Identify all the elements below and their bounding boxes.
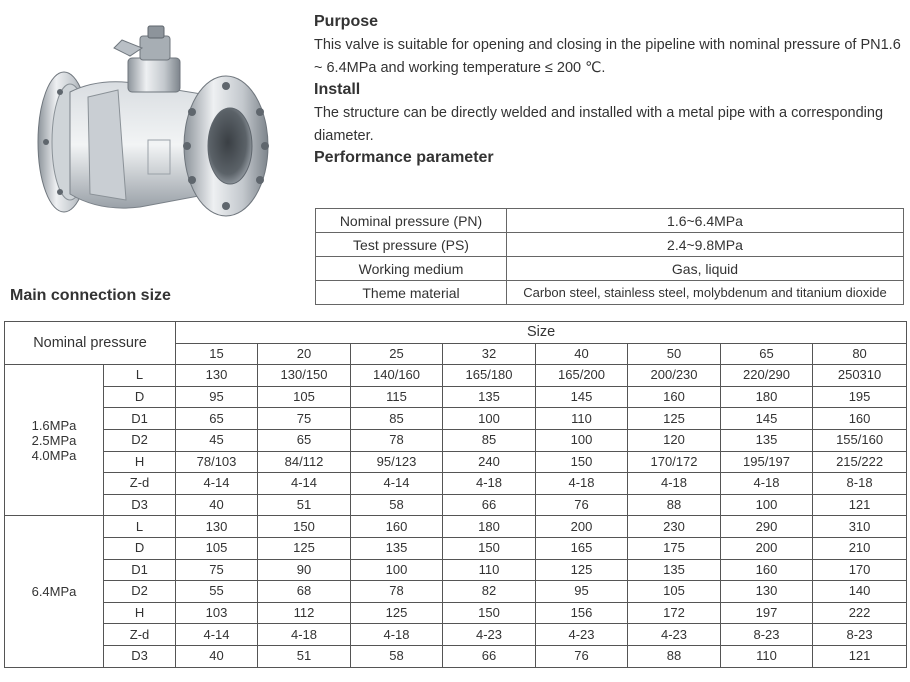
performance-title: Performance parameter — [314, 149, 494, 166]
value-cell: 4-14 — [176, 624, 258, 646]
value-cell: 145 — [721, 408, 813, 430]
value-cell: 140 — [813, 581, 907, 603]
connection-size-table — [4, 321, 907, 668]
value-cell: 135 — [351, 537, 443, 559]
table-row — [5, 365, 907, 387]
value-cell: 135 — [628, 559, 721, 581]
value-cell: 105 — [258, 386, 351, 408]
pressure-label: 6.4MPa — [31, 583, 77, 599]
value-cell: 120 — [628, 429, 721, 451]
value-cell: 4-23 — [443, 624, 536, 646]
value-cell: 55 — [176, 581, 258, 603]
param-cell: L — [104, 365, 176, 387]
value-cell: 4-18 — [351, 624, 443, 646]
table-row — [5, 645, 907, 667]
value-cell: 290 — [721, 516, 813, 538]
value-cell: 121 — [813, 645, 907, 667]
table-row — [5, 559, 907, 581]
value-cell: 75 — [258, 408, 351, 430]
performance-value: 2.4~9.8MPa — [507, 233, 904, 257]
size-column-header: 40 — [536, 343, 628, 365]
value-cell: 220/290 — [721, 365, 813, 387]
value-cell: 125 — [536, 559, 628, 581]
value-cell: 105 — [176, 537, 258, 559]
value-cell: 156 — [536, 602, 628, 624]
value-cell: 40 — [176, 494, 258, 516]
performance-value: Carbon steel, stainless steel, molybdenum and titanium dioxide — [507, 281, 904, 305]
value-cell: 180 — [443, 516, 536, 538]
value-cell: 65 — [258, 429, 351, 451]
value-cell: 160 — [628, 386, 721, 408]
value-cell: 130 — [721, 581, 813, 603]
param-cell: L — [104, 516, 176, 538]
value-cell: 310 — [813, 516, 907, 538]
value-cell: 95/123 — [351, 451, 443, 473]
value-cell: 78/103 — [176, 451, 258, 473]
param-cell: D — [104, 386, 176, 408]
value-cell: 8-23 — [813, 624, 907, 646]
install-title: Install — [314, 81, 361, 98]
value-cell: 145 — [536, 386, 628, 408]
value-cell: 165 — [536, 537, 628, 559]
value-cell: 51 — [258, 645, 351, 667]
value-cell: 68 — [258, 581, 351, 603]
install-text: The structure can be directly welded and installed with a metal pipe with a corresponding diameter. — [314, 105, 884, 144]
value-cell: 4-14 — [351, 473, 443, 495]
value-cell: 210 — [813, 537, 907, 559]
value-cell: 4-18 — [443, 473, 536, 495]
value-cell: 78 — [351, 429, 443, 451]
performance-row — [316, 233, 904, 257]
value-cell: 150 — [443, 602, 536, 624]
size-header: Size — [176, 322, 907, 344]
size-column-header: 65 — [721, 343, 813, 365]
performance-label: Test pressure (PS) — [316, 233, 507, 257]
value-cell: 155/160 — [813, 429, 907, 451]
table-row — [5, 624, 907, 646]
value-cell: 195 — [813, 386, 907, 408]
value-cell: 58 — [351, 645, 443, 667]
value-cell: 40 — [176, 645, 258, 667]
performance-value: 1.6~6.4MPa — [507, 209, 904, 233]
pressure-group-cell — [5, 365, 104, 516]
purpose-title: Purpose — [314, 13, 379, 30]
param-cell: H — [104, 602, 176, 624]
value-cell: 8-18 — [813, 473, 907, 495]
table-row — [5, 429, 907, 451]
param-cell: D2 — [104, 581, 176, 603]
value-cell: 165/180 — [443, 365, 536, 387]
performance-row — [316, 281, 904, 305]
value-cell: 78 — [351, 581, 443, 603]
value-cell: 100 — [351, 559, 443, 581]
param-cell: D1 — [104, 408, 176, 430]
value-cell: 105 — [628, 581, 721, 603]
value-cell: 125 — [258, 537, 351, 559]
value-cell: 150 — [536, 451, 628, 473]
size-column-header: 20 — [258, 343, 351, 365]
performance-row — [316, 209, 904, 233]
performance-label: Nominal pressure (PN) — [316, 209, 507, 233]
value-cell: 4-18 — [258, 624, 351, 646]
value-cell: 150 — [258, 516, 351, 538]
info-panel — [314, 12, 904, 168]
value-cell: 4-18 — [628, 473, 721, 495]
value-cell: 175 — [628, 537, 721, 559]
value-cell: 200/230 — [628, 365, 721, 387]
value-cell: 4-23 — [628, 624, 721, 646]
performance-label: Theme material — [316, 281, 507, 305]
value-cell: 65 — [176, 408, 258, 430]
value-cell: 90 — [258, 559, 351, 581]
size-column-header: 80 — [813, 343, 907, 365]
value-cell: 110 — [721, 645, 813, 667]
table-row — [5, 581, 907, 603]
performance-row — [316, 257, 904, 281]
value-cell: 4-14 — [258, 473, 351, 495]
param-cell: D3 — [104, 494, 176, 516]
size-column-header: 25 — [351, 343, 443, 365]
value-cell: 200 — [721, 537, 813, 559]
value-cell: 160 — [351, 516, 443, 538]
value-cell: 85 — [351, 408, 443, 430]
param-cell: D — [104, 537, 176, 559]
pressure-label: 4.0MPa — [31, 447, 77, 463]
table-row — [5, 386, 907, 408]
value-cell: 165/200 — [536, 365, 628, 387]
value-cell: 45 — [176, 429, 258, 451]
header-row — [5, 322, 907, 344]
param-cell: D2 — [104, 429, 176, 451]
performance-table — [315, 208, 904, 305]
value-cell: 100 — [443, 408, 536, 430]
value-cell: 88 — [628, 494, 721, 516]
value-cell: 140/160 — [351, 365, 443, 387]
purpose-text: This valve is suitable for opening and closing in the pipeline with nominal pressure of PN1.6 ~ 6.4MPa and working temperature ≤ 200 ℃. — [314, 37, 901, 76]
value-cell: 250310 — [813, 365, 907, 387]
value-cell: 135 — [443, 386, 536, 408]
value-cell: 230 — [628, 516, 721, 538]
param-cell: Z-d — [104, 624, 176, 646]
table-row — [5, 473, 907, 495]
table-row — [5, 602, 907, 624]
value-cell: 160 — [813, 408, 907, 430]
value-cell: 121 — [813, 494, 907, 516]
value-cell: 66 — [443, 494, 536, 516]
value-cell: 125 — [351, 602, 443, 624]
value-cell: 110 — [536, 408, 628, 430]
value-cell: 170/172 — [628, 451, 721, 473]
param-cell: D3 — [104, 645, 176, 667]
value-cell: 76 — [536, 494, 628, 516]
ball-valve-image — [30, 22, 270, 252]
value-cell: 135 — [721, 429, 813, 451]
value-cell: 172 — [628, 602, 721, 624]
main-connection-title: Main connection size — [10, 287, 171, 304]
table-row — [5, 451, 907, 473]
value-cell: 170 — [813, 559, 907, 581]
value-cell: 125 — [628, 408, 721, 430]
pressure-label: 2.5MPa — [31, 432, 77, 448]
value-cell: 4-18 — [721, 473, 813, 495]
value-cell: 58 — [351, 494, 443, 516]
value-cell: 8-23 — [721, 624, 813, 646]
value-cell: 130 — [176, 516, 258, 538]
value-cell: 222 — [813, 602, 907, 624]
value-cell: 82 — [443, 581, 536, 603]
value-cell: 84/112 — [258, 451, 351, 473]
value-cell: 103 — [176, 602, 258, 624]
value-cell: 51 — [258, 494, 351, 516]
value-cell: 100 — [721, 494, 813, 516]
value-cell: 100 — [536, 429, 628, 451]
table-row — [5, 537, 907, 559]
value-cell: 76 — [536, 645, 628, 667]
table-row — [5, 516, 907, 538]
table-row — [5, 494, 907, 516]
performance-label: Working medium — [316, 257, 507, 281]
value-cell: 160 — [721, 559, 813, 581]
value-cell: 4-23 — [536, 624, 628, 646]
value-cell: 115 — [351, 386, 443, 408]
pressure-label: 1.6MPa — [31, 417, 77, 433]
size-column-header: 50 — [628, 343, 721, 365]
value-cell: 215/222 — [813, 451, 907, 473]
value-cell: 95 — [536, 581, 628, 603]
value-cell: 197 — [721, 602, 813, 624]
value-cell: 66 — [443, 645, 536, 667]
value-cell: 195/197 — [721, 451, 813, 473]
param-cell: H — [104, 451, 176, 473]
value-cell: 112 — [258, 602, 351, 624]
value-cell: 130/150 — [258, 365, 351, 387]
value-cell: 4-18 — [536, 473, 628, 495]
nominal-pressure-header: Nominal pressure — [5, 322, 176, 365]
value-cell: 130 — [176, 365, 258, 387]
value-cell: 110 — [443, 559, 536, 581]
value-cell: 4-14 — [176, 473, 258, 495]
value-cell: 240 — [443, 451, 536, 473]
value-cell: 150 — [443, 537, 536, 559]
value-cell: 75 — [176, 559, 258, 581]
value-cell: 200 — [536, 516, 628, 538]
pressure-group-cell — [5, 516, 104, 667]
value-cell: 88 — [628, 645, 721, 667]
table-row — [5, 408, 907, 430]
size-column-header: 32 — [443, 343, 536, 365]
performance-value: Gas, liquid — [507, 257, 904, 281]
value-cell: 85 — [443, 429, 536, 451]
param-cell: Z-d — [104, 473, 176, 495]
value-cell: 180 — [721, 386, 813, 408]
param-cell: D1 — [104, 559, 176, 581]
value-cell: 95 — [176, 386, 258, 408]
size-column-header: 15 — [176, 343, 258, 365]
